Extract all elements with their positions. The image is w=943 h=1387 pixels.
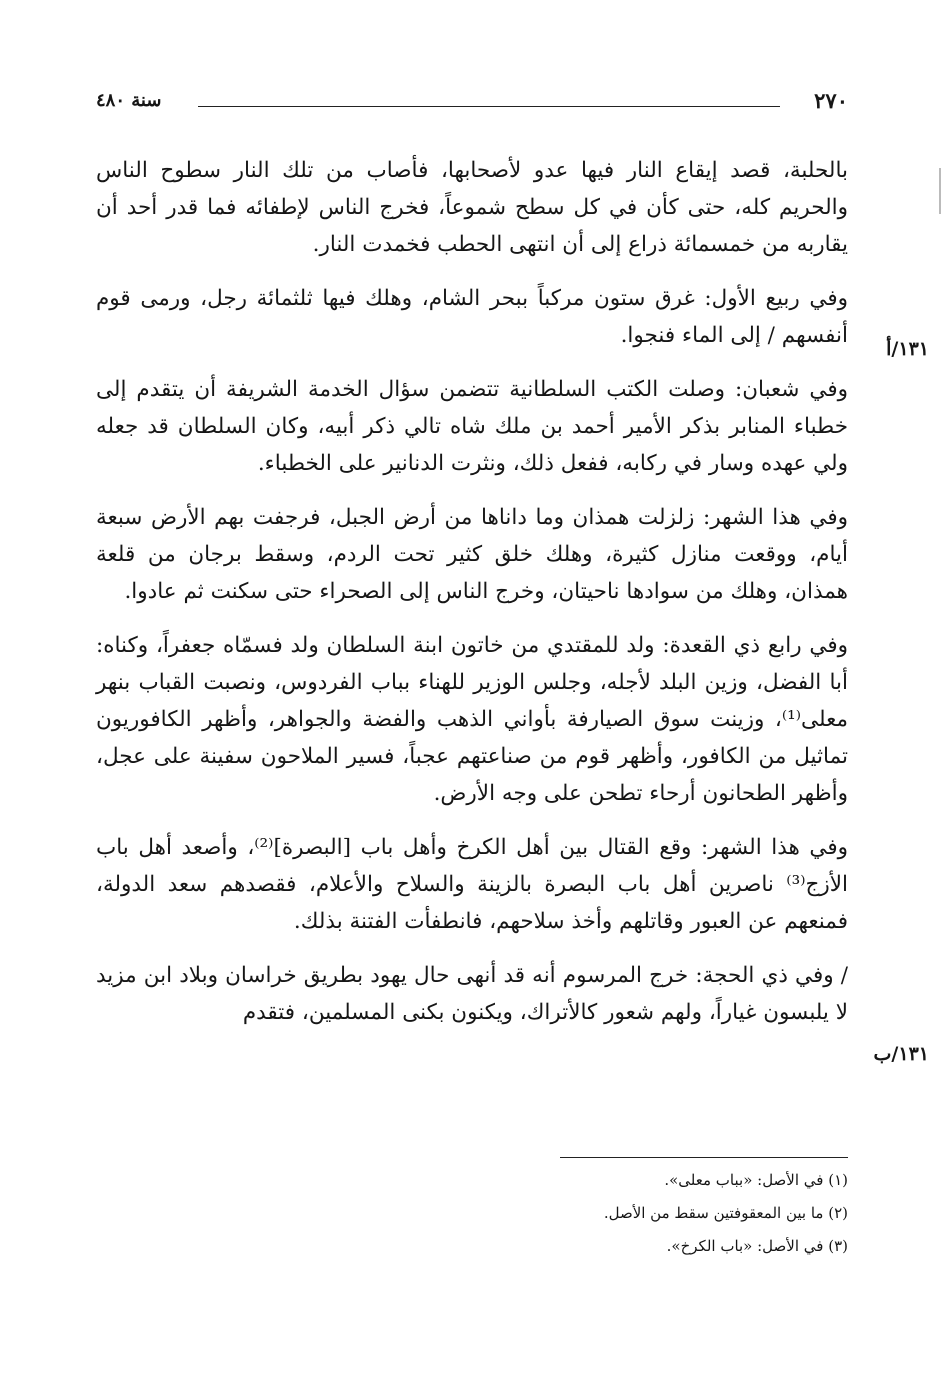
running-header: [96, 88, 848, 118]
paragraph: وفي هذا الشهر: وقع القتال بين أهل الكرخ وأهل باب [البصرة]⁽²⁾، وأصعد أهل باب الأزج⁽³⁾ ناصرين أهل باب البصرة بالزينة والسلاح والأعلام، فقصدهم سعد الدولة، فمنعهم عن العبور وقاتلهم وأخذ سلاحهم، فانطفأت الفتنة بذلك.: [96, 835, 848, 934]
footnote: (٢) ما بين المعقوفتين سقط من الأصل.: [603, 1204, 848, 1222]
paragraph: / وفي ذي الحجة: خرج المرسوم أنه قد أنهى حال يهود بطريق خراسان وبلاد ابن مزيد لا يلبسون غياراً، ولهم شعور كالأتراك، ويكنون بكنى المسلمين، فتقدم: [96, 963, 848, 1025]
footnote: (٣) في الأصل: «باب الكرخ».: [666, 1237, 848, 1255]
paragraph: وفي شعبان: وصلت الكتب السلطانية تتضمن سؤال الخدمة الشريفة أن يتقدم إلى خطباء المنابر بذكر الأمير أحمد بن ملك شاه تالي ذكر أبيه، وكان السلطان قد جعله ولي عهده وسار في ركابه، ففعل ذلك، ونثرت الدنانير على الخطباء.: [96, 377, 848, 476]
margin-folio-note: ١٣١/ب: [873, 1043, 929, 1065]
paragraph: بالحلبة، قصد إيقاع النار فيها عدو لأصحابها، فأصاب من تلك النار سطوح الناس والحريم كله، حتى كأن في كل سطح شموعاً، فخرج الناس لإطفائه فما قدر أحد أن يقاربه من خمسمائة ذراع إلى أن انتهى الحطب فخمدت النار.: [96, 158, 848, 257]
header-rule: [198, 106, 780, 107]
footnotes: [96, 1164, 848, 1263]
paragraph: وفي ربيع الأول: غرق ستون مركباً ببحر الشام، وهلك فيها ثلثمائة رجل، ورمى قوم أنفسهم / إلى الماء فنجوا.: [96, 286, 848, 348]
page-number: ٢٧٠: [814, 88, 848, 113]
footnote-divider: [560, 1157, 848, 1158]
margin-folio-note: ١٣١/أ: [886, 338, 929, 360]
year-label: سنة ٤٨٠: [96, 90, 162, 111]
paragraph: وفي هذا الشهر: زلزلت همذان وما داناها من أرض الجبل، فرجفت بهم الأرض سبعة أيام، ووقعت منازل كثيرة، وهلك خلق كثير تحت الردم، وسقط برجان من قلعة همذان، وهلك من سوادها ناحيتان، وخرج الناس إلى الصحراء حتى سكنت ثم عادوا.: [96, 505, 848, 604]
paragraph: وفي رابع ذي القعدة: ولد للمقتدي من خاتون ابنة السلطان ولد فسمّاه جعفراً، وكناه: أبا الفضل، وزين البلد لأجله، وجلس الوزير للهناء بباب الفردوس، ونصبت القباب بنهر معلى⁽¹⁾، وزينت سوق الصيارفة بأواني الذهب والفضة والجواهر، وأظهر الكافوريون تماثيل من الكافور، وأظهر قوم من صناعتهم عجباً، فسير الملاحون سفينة على عجل، وأظهر الطحانون أرحاء تطحن على وجه الأرض.: [96, 633, 848, 806]
page-edge-mark: [939, 168, 941, 214]
footnote: (١) في الأصل: «بباب معلى».: [664, 1171, 848, 1189]
main-text: [96, 152, 848, 1048]
